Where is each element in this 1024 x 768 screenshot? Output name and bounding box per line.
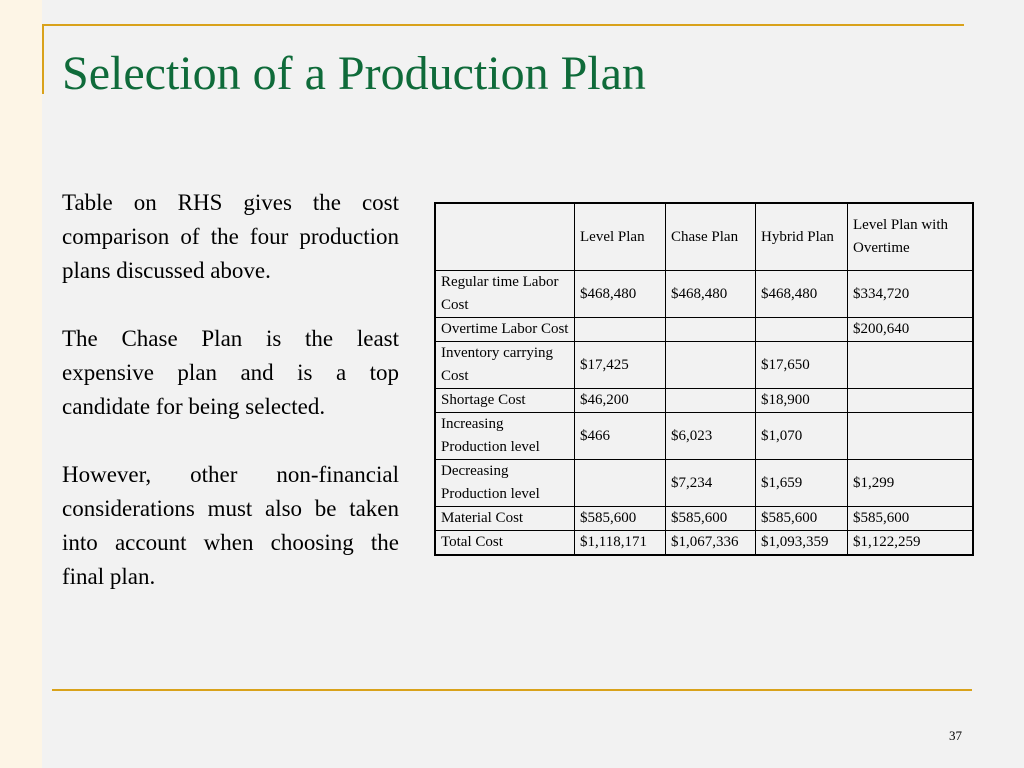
page-number: 37 bbox=[949, 728, 962, 743]
left-accent-band bbox=[0, 0, 42, 768]
table-cell: $468,480 bbox=[756, 271, 848, 318]
table-cell bbox=[666, 342, 756, 389]
frame-left-line bbox=[42, 24, 44, 94]
table-cell: $585,600 bbox=[575, 507, 666, 531]
frame-bottom-line bbox=[52, 689, 972, 691]
paragraph-table-summary: Table on RHS gives the cost comparison of the four production plans discussed above. bbox=[62, 190, 399, 283]
table-cell bbox=[575, 460, 666, 507]
table-cell bbox=[848, 342, 974, 389]
row-label: Decreasing Production level bbox=[435, 460, 575, 507]
table-row bbox=[435, 413, 973, 460]
table-cell: $1,070 bbox=[756, 413, 848, 460]
cost-comparison-table bbox=[434, 202, 974, 556]
body-text bbox=[62, 186, 399, 628]
header-chase-plan: Chase Plan bbox=[666, 203, 756, 271]
table-cell: $468,480 bbox=[575, 271, 666, 318]
table-cell: $17,650 bbox=[756, 342, 848, 389]
table-cell: $334,720 bbox=[848, 271, 974, 318]
table-cell bbox=[666, 389, 756, 413]
row-label: Increasing Production level bbox=[435, 413, 575, 460]
table-cell: $466 bbox=[575, 413, 666, 460]
row-label: Material Cost bbox=[435, 507, 575, 531]
table-row bbox=[435, 342, 973, 389]
table-cell: $18,900 bbox=[756, 389, 848, 413]
paragraph-chase-plan: The Chase Plan is the least expensive plan and is a top candidate for being selected. bbox=[62, 326, 399, 419]
table-cell: $585,600 bbox=[756, 507, 848, 531]
table-cell bbox=[575, 318, 666, 342]
table-cell: $200,640 bbox=[848, 318, 974, 342]
row-label: Total Cost bbox=[435, 531, 575, 556]
table-cell bbox=[666, 318, 756, 342]
header-level-plan: Level Plan bbox=[575, 203, 666, 271]
slide-title: Selection of a Production Plan bbox=[62, 47, 646, 100]
frame-top-line bbox=[42, 24, 964, 26]
header-hybrid-plan: Hybrid Plan bbox=[756, 203, 848, 271]
header-empty-cell bbox=[435, 203, 575, 271]
table-row bbox=[435, 318, 973, 342]
table-cell: $7,234 bbox=[666, 460, 756, 507]
table-cell: $585,600 bbox=[848, 507, 974, 531]
table-cell: $1,299 bbox=[848, 460, 974, 507]
table-cell: $1,093,359 bbox=[756, 531, 848, 556]
table-cell: $1,122,259 bbox=[848, 531, 974, 556]
table-cell: $17,425 bbox=[575, 342, 666, 389]
row-label: Inventory carrying Cost bbox=[435, 342, 575, 389]
table-cell bbox=[848, 389, 974, 413]
table-row bbox=[435, 460, 973, 507]
row-label: Regular time Labor Cost bbox=[435, 271, 575, 318]
table-cell: $1,067,336 bbox=[666, 531, 756, 556]
table-row bbox=[435, 531, 973, 556]
table-cell: $468,480 bbox=[666, 271, 756, 318]
table-header-row bbox=[435, 203, 973, 271]
table-row bbox=[435, 389, 973, 413]
table-row bbox=[435, 507, 973, 531]
header-level-plan-overtime: Level Plan with Overtime bbox=[848, 203, 974, 271]
table-cell: $46,200 bbox=[575, 389, 666, 413]
table-cell: $1,659 bbox=[756, 460, 848, 507]
table-cell bbox=[848, 413, 974, 460]
row-label: Overtime Labor Cost bbox=[435, 318, 575, 342]
paragraph-considerations: However, other non-financial considerations must also be taken into account when choosing the final plan. bbox=[62, 462, 399, 589]
row-label: Shortage Cost bbox=[435, 389, 575, 413]
table-cell: $6,023 bbox=[666, 413, 756, 460]
table-cell: $1,118,171 bbox=[575, 531, 666, 556]
table-cell: $585,600 bbox=[666, 507, 756, 531]
table-cell bbox=[756, 318, 848, 342]
table-row bbox=[435, 271, 973, 318]
